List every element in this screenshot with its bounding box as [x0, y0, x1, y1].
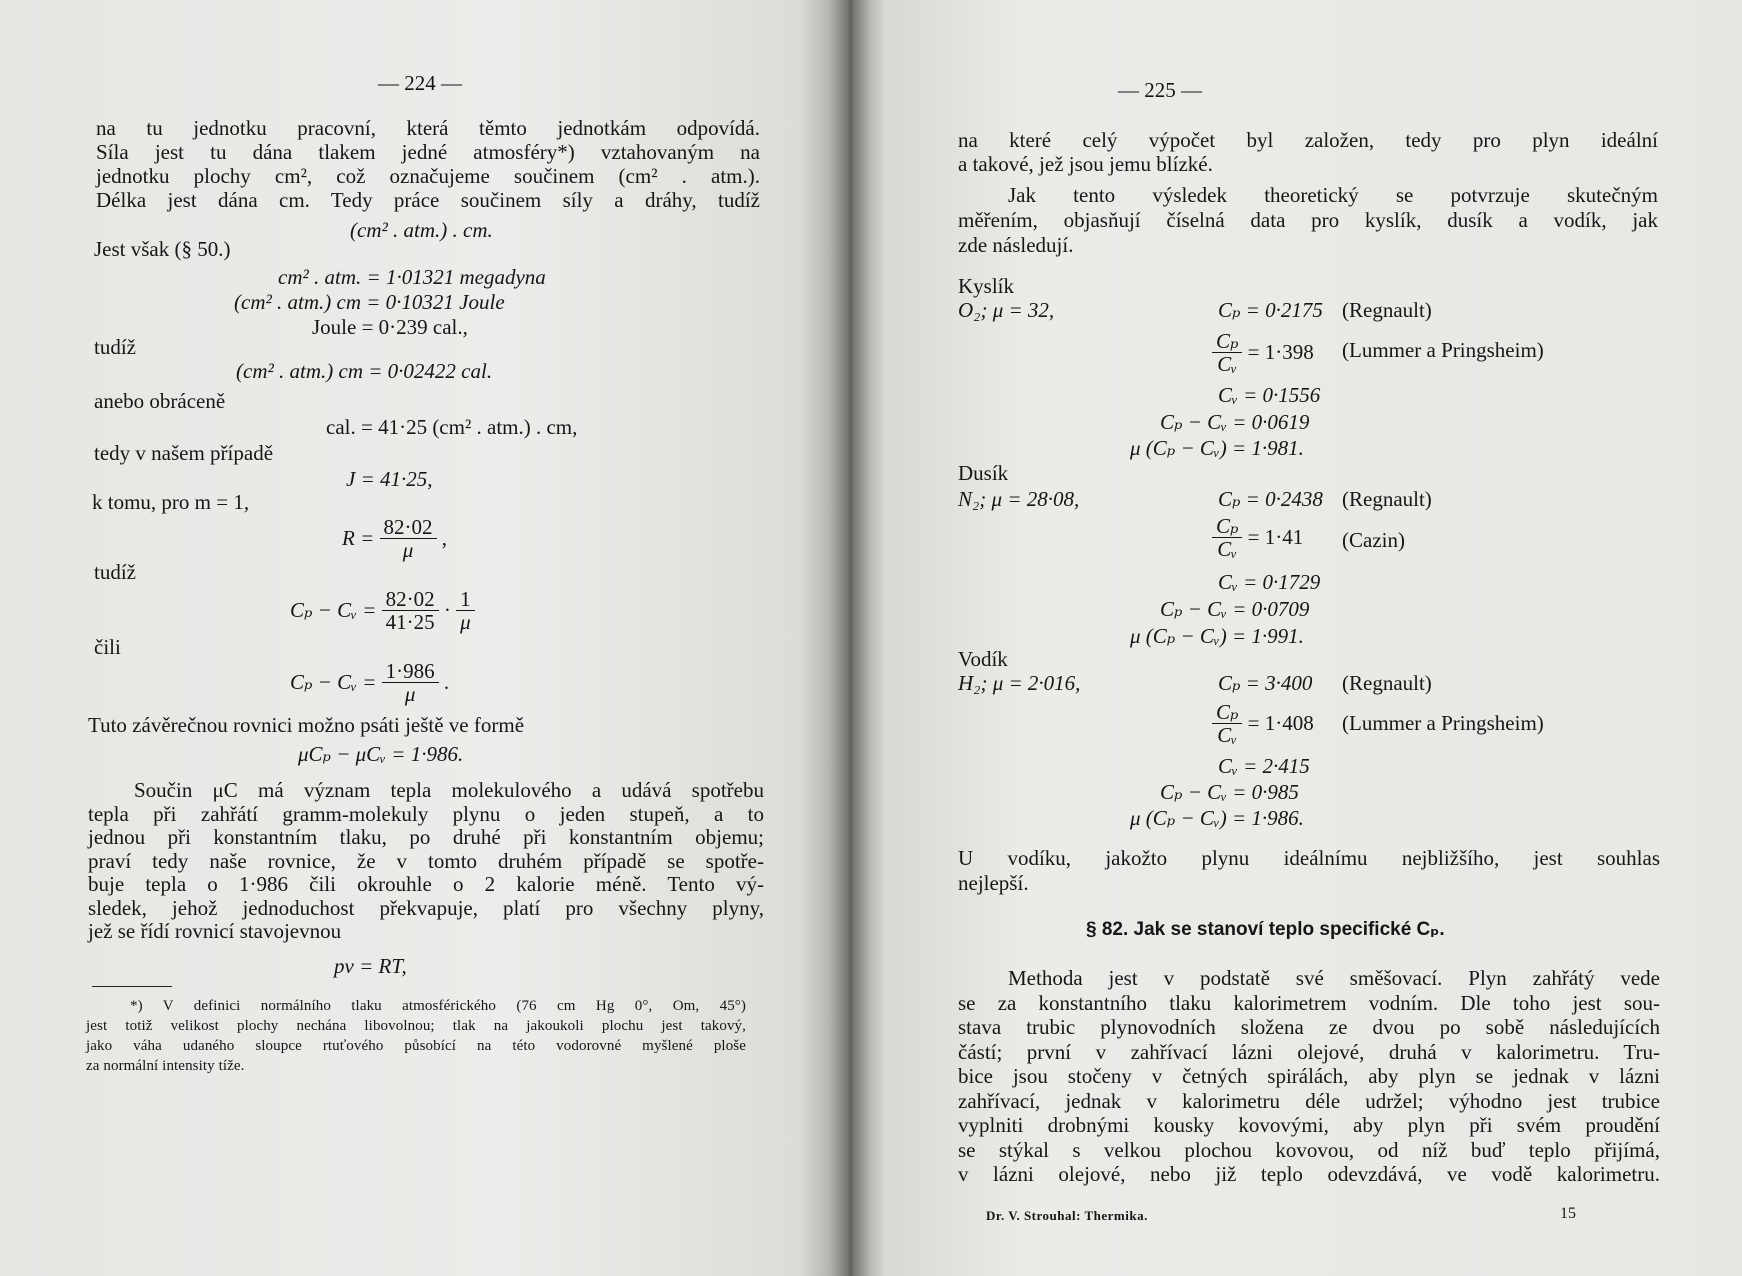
- left-page: [0, 0, 850, 1276]
- text-line: jednotku plochy cm², což označujeme součinem (cm² . atm.).: [96, 164, 760, 188]
- text-line: na tu jednotku pracovní, která těmto jednotkám odpovídá.: [96, 116, 760, 140]
- fraction-denominator: μ: [404, 682, 416, 707]
- text-block: [958, 128, 1658, 176]
- text-line: zahřívací, jednak v kalorimetru déle udržel; výhodno jest trubice: [958, 1088, 1660, 1113]
- text-line: zde následují.: [958, 233, 1074, 257]
- book-gutter: [830, 0, 870, 1276]
- equation: J = 41·25,: [346, 467, 433, 491]
- text-line: praví tedy naše rovnice, že v tomto druhém případě se spotře-: [88, 848, 764, 873]
- footnote-line: jest totiž velikost plochy nechána libovolnou; tlak na jakoukoli plochu jest takový,: [86, 1018, 746, 1034]
- fraction: [380, 516, 437, 561]
- footnote-line: *) V definici normálního tlaku atmosférického (76 cm Hg 0°, Om, 45°): [130, 998, 746, 1014]
- equation-lhs: Cₚ − Cᵥ =: [290, 598, 377, 623]
- ratio-value: = 1·398: [1247, 340, 1314, 365]
- fraction-numerator: Cₚ: [1212, 701, 1242, 724]
- fraction-numerator: 82·02: [382, 588, 439, 611]
- ratio: [1212, 701, 1314, 746]
- difference: Cₚ − Cᵥ = 0·985: [1160, 780, 1299, 804]
- cp-value: Cₚ = 0·2438: [1218, 487, 1323, 511]
- punctuation: .: [443, 670, 450, 695]
- equation: Cₚ − Cᵥ = $\frac{82\cdot 02}{41\cdot 25}$ · $\frac{1}{\mu}$: [290, 588, 475, 633]
- equation: Joule = 0·239 cal.,: [312, 315, 468, 339]
- paragraph: [958, 966, 1660, 1187]
- source: (Regnault): [1342, 487, 1432, 511]
- gas-formula: H₂; μ = 2·016,: [958, 671, 1081, 695]
- page-number: — 224 —: [378, 71, 462, 95]
- equation: (cm² . atm.) cm = 0·02422 cal.: [236, 359, 493, 383]
- ratio-value: = 1·41: [1247, 525, 1304, 550]
- fraction-numerator: 1: [456, 588, 475, 611]
- text-line: sledek, jehož jednoduchost překvapuje, platí pro všechny plyny,: [88, 895, 764, 920]
- source: (Regnault): [1342, 671, 1432, 695]
- difference: Cₚ − Cᵥ = 0·0619: [1160, 410, 1310, 434]
- text-line: Součin μC má význam tepla molekulového a udává spotřebu: [134, 778, 764, 802]
- gas-name: Vodík: [958, 647, 1008, 671]
- text-line: k tomu, pro m = 1,: [92, 490, 250, 514]
- fraction: [456, 588, 475, 633]
- fraction: [382, 660, 439, 705]
- gas-name: Kyslík: [958, 274, 1015, 298]
- fraction-denominator: μ: [460, 610, 471, 635]
- footnote-rule: [92, 986, 172, 987]
- text-line: tedy v našem případě: [94, 441, 274, 465]
- text-line: a takové, jež jsou jemu blízké.: [958, 152, 1213, 176]
- footnote-line: za normální intensity tíže.: [86, 1058, 245, 1074]
- fraction-denominator: μ: [402, 538, 414, 563]
- molar-difference: μ (Cₚ − Cᵥ) = 1·991.: [1130, 624, 1304, 648]
- fraction-denominator: Cᵥ: [1217, 537, 1238, 562]
- fraction: [1212, 701, 1242, 746]
- equation: [290, 660, 449, 705]
- text-line: jež se řídí rovnicí stavojevnou: [88, 919, 342, 943]
- text-line: vyplniti drobnými kousky kovovými, aby plyn při svém proudění: [958, 1113, 1660, 1137]
- molar-difference: μ (Cₚ − Cᵥ) = 1·981.: [1130, 436, 1304, 460]
- equation-lhs: R =: [342, 526, 375, 551]
- text-line: anebo obráceně: [94, 389, 226, 413]
- text-line: tudíž: [94, 560, 136, 584]
- source: (Regnault): [1342, 298, 1432, 322]
- text-line: tepla při zahřátí gramm-molekuly plynu o jeden stupeň, a to: [88, 801, 764, 826]
- text-line: stava trubic plynovodních složena ze dvou po sobě následujících: [958, 1015, 1660, 1039]
- signature-mark: 15: [1560, 1205, 1576, 1222]
- ratio: [1212, 515, 1303, 560]
- paragraph: [88, 779, 764, 944]
- fraction: [1212, 330, 1242, 375]
- text-line: jednou při konstantním tlaku, po druhé při konstantním objemu;: [88, 825, 764, 849]
- difference: Cₚ − Cᵥ = 0·0709: [1160, 597, 1310, 621]
- text-line: měřením, objasňují číselná data pro kyslík, dusík a vodík, jak: [958, 208, 1658, 232]
- fraction: [382, 588, 439, 633]
- cp-value: Cₚ = 0·2175: [1218, 298, 1323, 322]
- text-line: tudíž: [94, 335, 136, 359]
- equation: pv = RT,: [334, 954, 407, 978]
- fraction: [1212, 515, 1242, 560]
- footnote-line: jako váha udaného sloupce rtuťového působící na této vodorovné myšlené ploše: [86, 1038, 746, 1054]
- cv-value: Cᵥ = 0·1556: [1218, 383, 1321, 407]
- text-line: na které celý výpočet byl založen, tedy pro plyn ideální: [958, 128, 1658, 152]
- text-line: Jak tento výsledek theoretický se potvrzuje skutečným: [1008, 183, 1658, 207]
- equation: (cm² . atm.) . cm.: [350, 218, 493, 242]
- text-line: bice jsou stočeny v četných spirálách, aby plyn se jednak v lázni: [958, 1064, 1660, 1088]
- text-block: [96, 116, 760, 212]
- fraction-denominator: 41·25: [385, 610, 435, 635]
- equation-lhs: Cₚ − Cᵥ =: [290, 670, 377, 695]
- punctuation: ,: [441, 526, 447, 551]
- paragraph: [958, 183, 1658, 258]
- fraction-denominator: Cᵥ: [1217, 723, 1238, 748]
- text-line: se stýkal s velkou plochou kovovou, od níž buď teplo přijímá,: [958, 1137, 1660, 1162]
- fraction-numerator: 1·986: [382, 660, 439, 683]
- cv-value: Cᵥ = 0·1729: [1218, 570, 1321, 594]
- text-line: se za konstantního tlaku kalorimetrem vodním. Dle toho jest sou-: [958, 990, 1660, 1015]
- equation: cal. = 41·25 (cm² . atm.) . cm,: [326, 415, 578, 439]
- text-line: buje tepla o 1·986 čili okrouhle o 2 kalorie méně. Tento vý-: [88, 872, 764, 896]
- gas-formula: O₂; μ = 32,: [958, 298, 1055, 322]
- equation: μCₚ − μCᵥ = 1·986.: [298, 742, 464, 766]
- source: (Lummer a Pringsheim): [1342, 338, 1544, 362]
- fraction-numerator: Cₚ: [1212, 515, 1242, 538]
- equation: [342, 516, 447, 561]
- source: (Cazin): [1342, 528, 1405, 552]
- gas-name: Dusík: [958, 461, 1009, 485]
- cv-value: Cᵥ = 2·415: [1218, 754, 1310, 778]
- text-line: v lázni olejové, nebo již teplo odevzdává, ve vodě kalorimetru.: [958, 1162, 1660, 1186]
- fraction-numerator: 82·02: [380, 516, 437, 539]
- right-page: [850, 0, 1742, 1276]
- text-line: Síla jest tu dána tlakem jedné atmosféry*) vztahovaným na: [96, 140, 760, 164]
- text-line: Methoda jest v podstatě své směšovací. Plyn zahřátý vede: [1008, 966, 1660, 990]
- text-line: částí; první v zahřívací lázni olejové, druhá v kalorimetru. Tru-: [958, 1039, 1660, 1064]
- footer-author: Dr. V. Strouhal: Thermika.: [986, 1208, 1148, 1223]
- equation: (cm² . atm.) cm = 0·10321 Joule: [234, 290, 505, 314]
- source: (Lummer a Pringsheim): [1342, 711, 1544, 735]
- text-line: čili: [94, 635, 121, 659]
- fraction-denominator: Cᵥ: [1217, 352, 1238, 377]
- ratio-value: = 1·408: [1247, 711, 1314, 736]
- text-line: nejlepší.: [958, 871, 1029, 895]
- section-heading: § 82. Jak se stanoví teplo specifické Cₚ.: [1086, 919, 1445, 940]
- text-line: Tuto závěrečnou rovnici možno psáti ještě ve formě: [88, 713, 525, 737]
- text-line: Jest však (§ 50.): [94, 237, 231, 261]
- paragraph: [958, 846, 1660, 896]
- molar-difference: μ (Cₚ − Cᵥ) = 1·986.: [1130, 806, 1304, 830]
- fraction-numerator: Cₚ: [1212, 330, 1242, 353]
- equation: cm² . atm. = 1·01321 megadyna: [278, 265, 546, 289]
- cp-value: Cₚ = 3·400: [1218, 671, 1313, 695]
- ratio: [1212, 330, 1314, 375]
- page-number: — 225 —: [1118, 78, 1202, 102]
- footnote: [86, 996, 746, 1076]
- text-line: Délka jest dána cm. Tedy práce součinem síly a dráhy, tudíž: [96, 188, 760, 212]
- gas-formula: N₂; μ = 28·08,: [958, 487, 1080, 511]
- text-line: U vodíku, jakožto plynu ideálnímu nejbližšího, jest souhlas: [958, 846, 1660, 870]
